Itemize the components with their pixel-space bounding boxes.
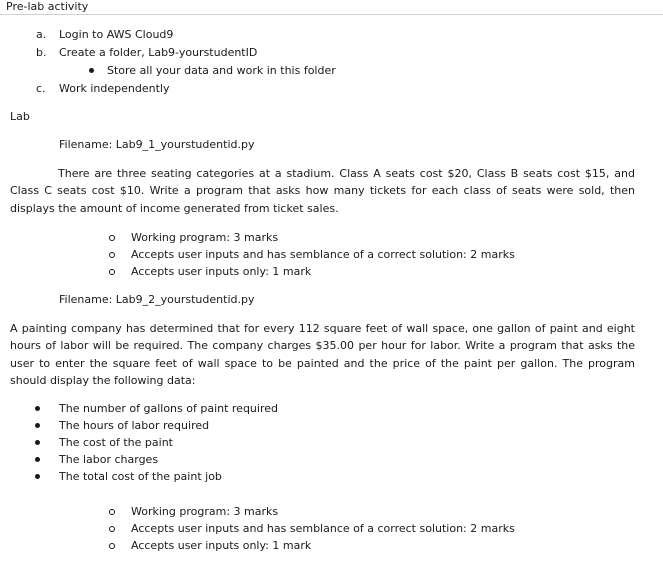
- prelab-item: Create a folder, Lab9-yourstudentID: [59, 46, 258, 59]
- task1-rubric-item: Accepts user inputs only: 1 mark: [131, 265, 312, 278]
- task2-output-item: The cost of the paint: [59, 436, 173, 449]
- prelab-item: Login to AWS Cloud9: [59, 28, 174, 41]
- task1-rubric-item: Accepts user inputs and has semblance of a correct solution: 2 marks: [131, 248, 515, 261]
- task2-rubric-item: Accepts user inputs only: 1 mark: [131, 539, 312, 552]
- bullet-icon: [35, 457, 40, 462]
- task2-description: A painting company has determined that for every 112 square feet of wall space, one gallon of paint and eight hours of labor will be required. The company charges $35.00 per hour for labor. Write a program that asks the user to enter the square feet of wall space to be painted and the price of the paint per gallon. The program should display the following data:: [10, 322, 635, 387]
- bullet-icon: [35, 474, 40, 479]
- task2-rubric-item: Working program: 3 marks: [131, 505, 279, 518]
- circle-bullet-icon: [109, 269, 115, 275]
- bullet-icon: [35, 440, 40, 445]
- task2-output-item: The labor charges: [59, 453, 159, 466]
- bullet-icon: [35, 423, 40, 428]
- prelab-heading: Pre-lab activity: [6, 0, 89, 13]
- bullet-icon: [89, 68, 94, 73]
- header-divider: [0, 14, 663, 15]
- circle-bullet-icon: [109, 543, 115, 549]
- prelab-item: Work independently: [59, 82, 170, 95]
- prelab-item-marker: b.: [36, 46, 47, 59]
- task1-description-text: There are three seating categories at a stadium. Class A seats cost $20, Class B seats cost $15, and Class C seats cost $10. Write a program that asks how many tickets for each class of seats were sold, then displays the amount of income generated from ticket sales.: [10, 167, 635, 215]
- prelab-item-marker: a.: [36, 28, 47, 41]
- prelab-item-marker: c.: [36, 82, 46, 95]
- circle-bullet-icon: [109, 235, 115, 241]
- circle-bullet-icon: [109, 252, 115, 258]
- prelab-sub-bullet: Store all your data and work in this folder: [107, 64, 336, 77]
- task2-output-item: The hours of labor required: [59, 419, 210, 432]
- task1-description: [10, 165, 635, 217]
- task1-rubric-item: Working program: 3 marks: [131, 231, 279, 244]
- task2-rubric-item: Accepts user inputs and has semblance of a correct solution: 2 marks: [131, 522, 515, 535]
- circle-bullet-icon: [109, 526, 115, 532]
- bullet-icon: [35, 406, 40, 411]
- circle-bullet-icon: [109, 509, 115, 515]
- task1-filename: Filename: Lab9_1_yourstudentid.py: [59, 138, 255, 151]
- lab-heading: Lab: [10, 110, 30, 123]
- task2-output-item: The total cost of the paint job: [59, 470, 222, 483]
- task2-output-item: The number of gallons of paint required: [59, 402, 278, 415]
- task2-filename: Filename: Lab9_2_yourstudentid.py: [59, 293, 255, 306]
